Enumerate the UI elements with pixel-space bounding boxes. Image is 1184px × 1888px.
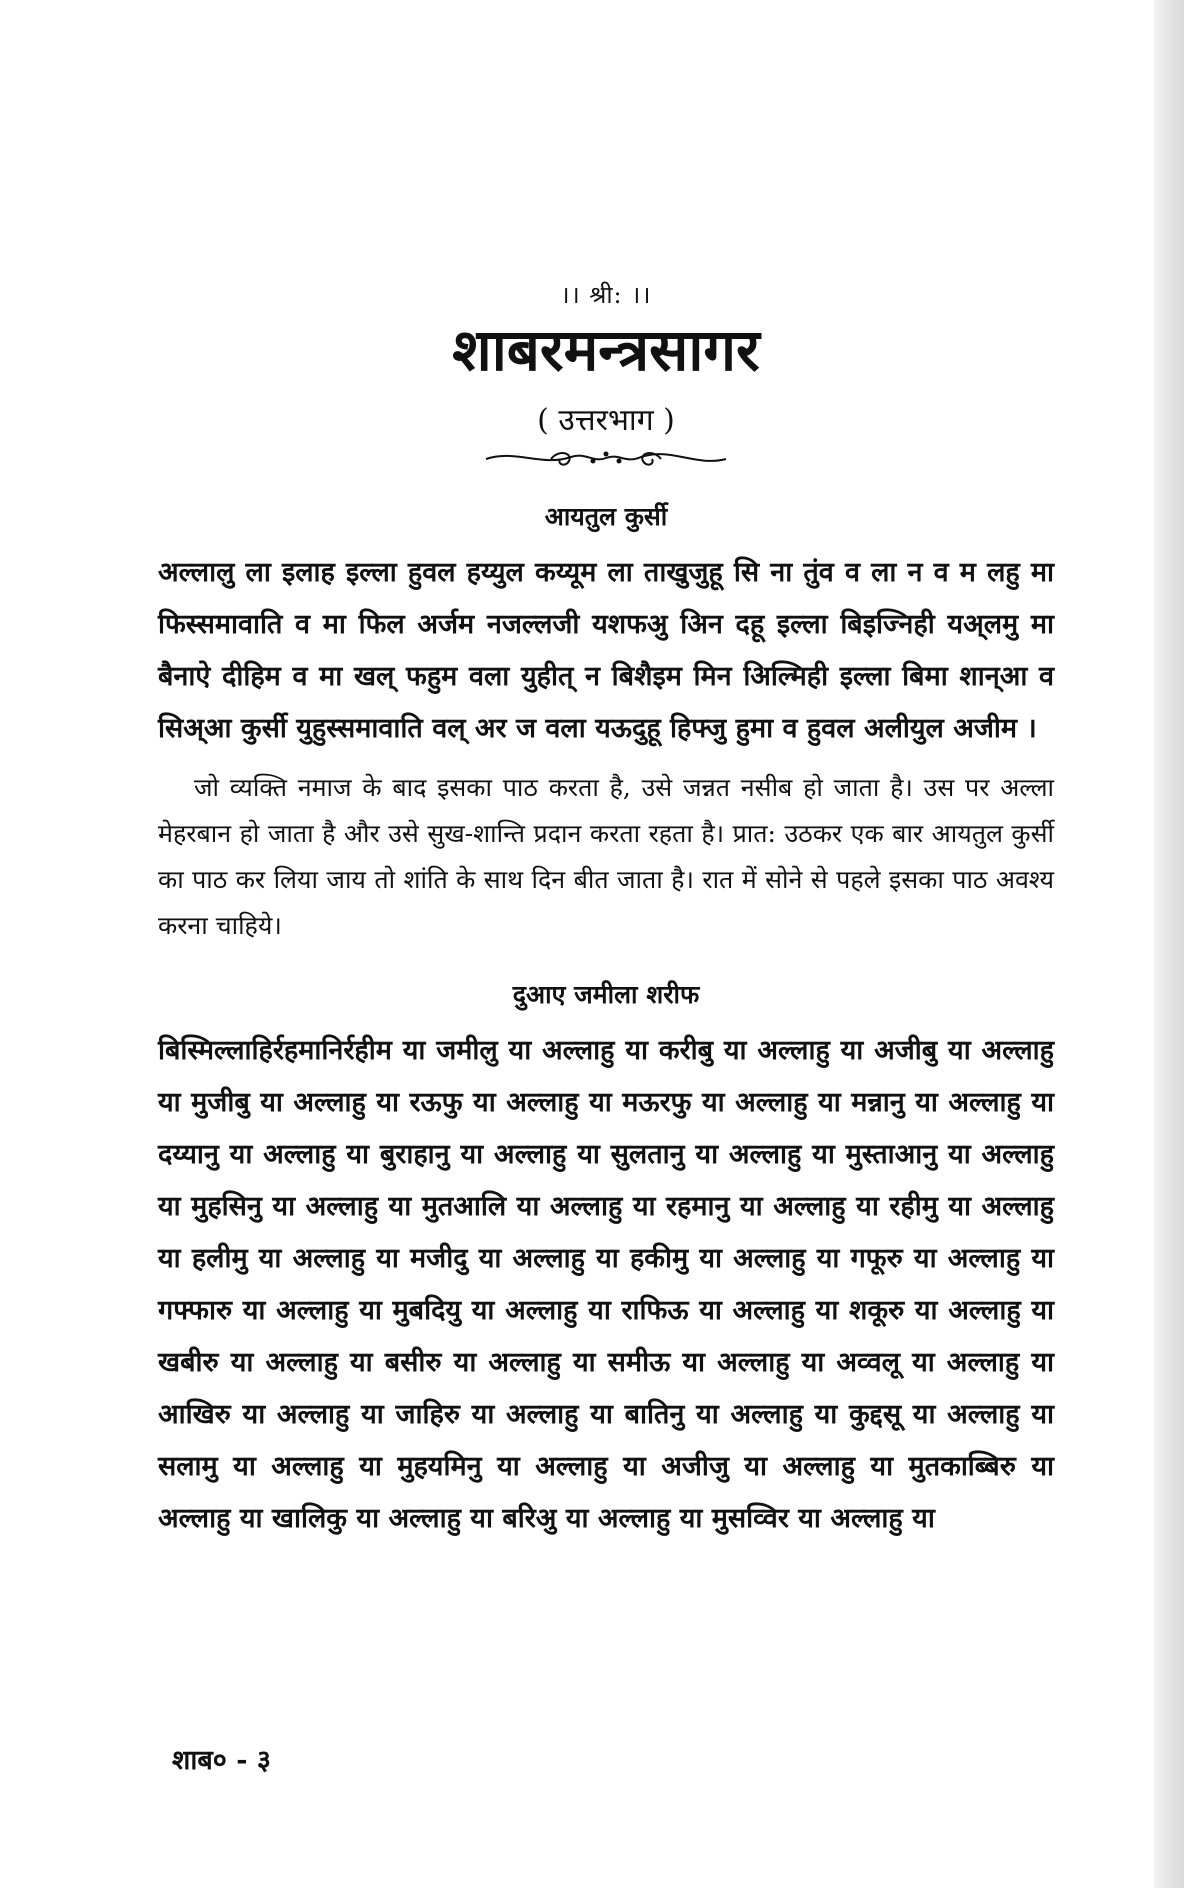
page-signature: शाब० - ३ — [172, 1745, 271, 1776]
mantra-duae-jamila: बिस्मिल्लाहिर्रहमानिर्रहीम या जमीलु या अल्लाहु या करीबु या अल्लाहु या अजीबु या अल्लाहु या मुजीबु या अल्लाहु या रऊफु या अल्लाहु या मऊरफु या अल्लाहु या मन्नानु या अल्लाहु या दय्यानु या अल्लाहु या बुराहानु या अल्लाहु या सुलतानु या अल्लाहु या मुस्ताआनु या अल्लाहु या मुहसिनु या अल्लाहु या मुतआलि या अल्लाहु या रहमानु या अल्लाहु या रहीमु या अल्लाहु या हलीमु या अल्लाहु या मजीदु या अल्लाहु या हकीमु या अल्लाहु या गफूरु या अल्लाहु या गफ्फारु या अल्लाहु या मुबदियु या अल्लाहु या राफिऊ या अल्लाहु या शकूरु या अल्लाहु या खबीरु या अल्लाहु या बसीरु या अल्लाहु या समीऊ या अल्लाहु या अव्वलू या अल्लाहु या आखिरु या अल्लाहु या जाहिरु या अल्लाहु या बातिनु या अल्लाहु या कुद्दसू या अल्लाहु या सलामु या अल्लाहु या मुहयमिनु या अल्लाहु या अजीजु या अल्लाहु या मुतकाब्बिरु या अल्लाहु या खालिकु या अल्लाहु या बरिअु या अल्लाहु या मुसव्विर या अल्लाहु या — [158, 1034, 1054, 1534]
ornament-divider-icon — [481, 445, 731, 471]
section-heading-duae-jamila: दुआए जमीला शरीफ — [512, 979, 700, 1009]
page-edge — [1154, 0, 1184, 1888]
book-subtitle: ( उत्तरभाग ) — [537, 402, 675, 438]
shri-invocation: ।। श्री: ।। — [560, 281, 652, 309]
description-paragraph: जो व्यक्ति नमाज के बाद इसका पाठ करता है, उसे जन्नत नसीब हो जाता है। उस पर अल्ला मेहरबान हो जाता है और उसे सुख-शान्ति प्रदान करता रहता है। प्रात: उठकर एक बार आयतुल कुर्सी का पाठ कर लिया जाय तो शांति के साथ दिन बीत जाता है। रात में सोने से पहले इसका पाठ अवश्य करना चाहिये। — [158, 772, 1054, 940]
page-content — [158, 278, 1054, 1545]
section-heading-ayatul-kursi: आयतुल कुर्सी — [544, 501, 668, 531]
book-title: शाबरमन्त्रसागर — [452, 316, 760, 384]
mantra-ayatul-kursi: अल्लालु ला इलाह इल्ला हुवल हय्युल कय्यूम ला ताखुजुहू सि ना तुंव व ला न व म लहु मा फिस्समावाति व मा फिल अर्जम नजल्लजी यशफअु अिन दहू इल्ला बिइज्निही यअ्लमु मा बैनाऐ दीहिम व मा खल् फहुम वला युहीत् न बिशैइम मिन अिल्मिही इल्ला बिमा शान्आ व सिअ्आ कुर्सी युहुस्समावाति वल् अर ज वला यऊदुहू हिफ्जु हुमा व हुवल अलीयुल अजीम । — [158, 556, 1054, 744]
